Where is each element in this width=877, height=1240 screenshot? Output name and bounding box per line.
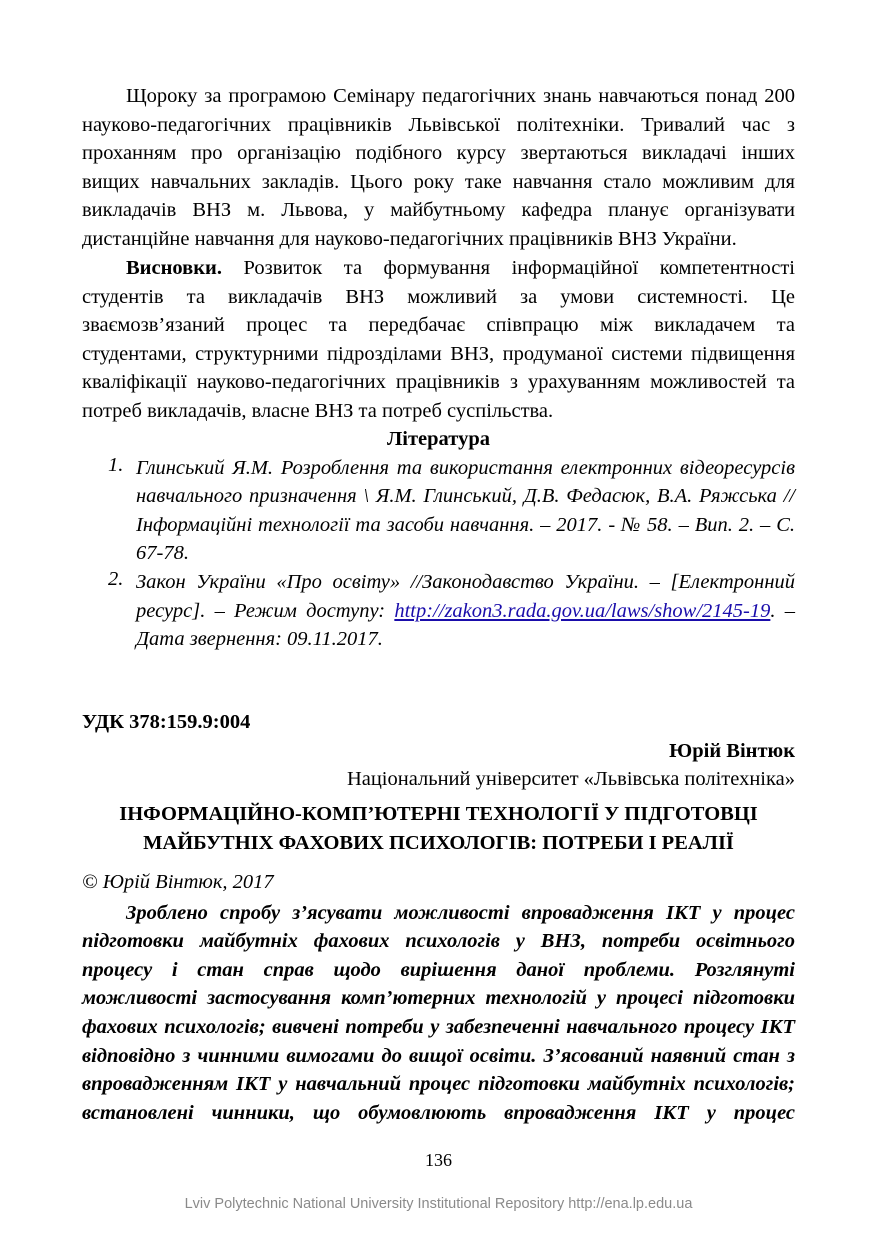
reference-2: [82, 568, 795, 654]
page-number-wrap: [82, 1146, 795, 1175]
article-title: [82, 800, 795, 857]
reference-link[interactable]: http://zakon3.rada.gov.ua/laws/show/2145-19: [394, 599, 771, 622]
abstract-line: встановлені чинники, що обумовлюють впровадження ІКТ у процес: [82, 1101, 795, 1124]
article-body: [82, 868, 795, 1127]
text-line: кваліфікації науково-педагогічних працівників з урахуванням можливостей та: [82, 371, 795, 394]
text-line: студентами, структурними підрозділами ВНЗ, продуманої системи підвищення: [82, 342, 795, 365]
literature-heading: Література: [387, 428, 490, 450]
abstract-line: процесу і стан справ щодо вирішення даної проблеми. Розглянуті: [82, 958, 795, 981]
text-line: викладачів ВНЗ м. Львова, у майбутньому кафедра планує організувати: [82, 199, 795, 222]
abstract-line: Зроблено спробу з’ясувати можливості впровадження ІКТ у процес: [126, 901, 795, 924]
abstract-line: фахових психологів; вивчені потреби у забезпеченні навчального процесу ІКТ: [82, 1015, 795, 1038]
paragraph-1: [82, 82, 795, 254]
text-line: навчального призначення \ Я.М. Глинський, Д.В. Федасюк, В.А. Ряжська //: [136, 485, 795, 508]
title-line: МАЙБУТНІХ ФАХОВИХ ПСИХОЛОГІВ: ПОТРЕБИ І РЕАЛІЇ: [143, 831, 734, 854]
text-line: Щороку за програмою Семінару педагогічних знань навчаються понад 200: [126, 85, 795, 107]
reference-number: 2.: [108, 567, 124, 590]
text-line: проханням про організацію подібного курсу звертаються викладачі інших: [82, 142, 795, 165]
text: . –: [770, 599, 795, 622]
text: ресурс]. – Режим доступу:: [136, 599, 395, 622]
abstract-line: відповідно з чинними вимогами до вищої освіти. З’ясований наявний стан з: [82, 1044, 795, 1067]
text-line: потреб викладачів, власне ВНЗ та потреб суспільства.: [82, 399, 554, 422]
conclusions-label: Висновки.: [126, 257, 222, 279]
text-line: [136, 597, 795, 626]
text: Розвиток та формування інформаційної компетентності: [221, 257, 795, 279]
author-name: Юрій Вінтюк: [669, 739, 795, 762]
udc-code: УДК 378:159.9:004: [82, 711, 251, 733]
text-line: дистанційне навчання для науково-педагогічних працівників ВНЗ України.: [82, 227, 737, 250]
text-line: [82, 254, 795, 283]
text-line: Глинський Я.М. Розроблення та використання електронних відеоресурсів: [136, 456, 795, 479]
text-line: 67-78.: [136, 542, 189, 565]
text-line: науково-педагогічних працівників Львівської політехніки. Тривалий час з: [82, 113, 795, 136]
copyright: © Юрій Вінтюк, 2017: [82, 871, 274, 893]
reference-1: [82, 454, 795, 568]
title-line: ІНФОРМАЦІЙНО-КОМП’ЮТЕРНІ ТЕХНОЛОГІЇ У ПІДГОТОВЦІ: [119, 803, 758, 825]
text-line: зваємозв’язаний процес та передбачає співпрацю між викладачем та: [82, 314, 795, 337]
abstract-line: можливості застосування комп’ютерних технологій у процесі підготовки: [82, 987, 795, 1010]
literature-section: [82, 425, 795, 654]
text-line: Дата звернення: 09.11.2017.: [136, 628, 383, 651]
text-line: студентів та викладачів ВНЗ можливий за умови системності. Це: [82, 285, 795, 308]
reference-number: 1.: [108, 453, 124, 476]
conclusions-paragraph: [82, 254, 795, 426]
abstract-line: підготовки майбутніх фахових психологів у ВНЗ, потреби освітнього: [82, 930, 795, 953]
article-header: [82, 708, 795, 794]
text-line: Закон України «Про освіту» //Законодавство України. – [Електронний: [136, 570, 795, 593]
affiliation: Національний університет «Львівська політехніка»: [346, 768, 795, 791]
repository-footer: Lviv Polytechnic National University Institutional Repository http://ena.lp.edu.ua: [184, 1196, 693, 1212]
text-line: вищих навчальних закладів. Цього року таке навчання стало можливим для: [82, 170, 795, 193]
page-number: 136: [425, 1150, 452, 1170]
abstract-line: впровадженням ІКТ у навчальний процес підготовки майбутніх психологів;: [82, 1073, 795, 1096]
text-line: Інформаційні технології та засоби навчання. – 2017. - № 58. – Вип. 2. – С.: [136, 513, 795, 536]
